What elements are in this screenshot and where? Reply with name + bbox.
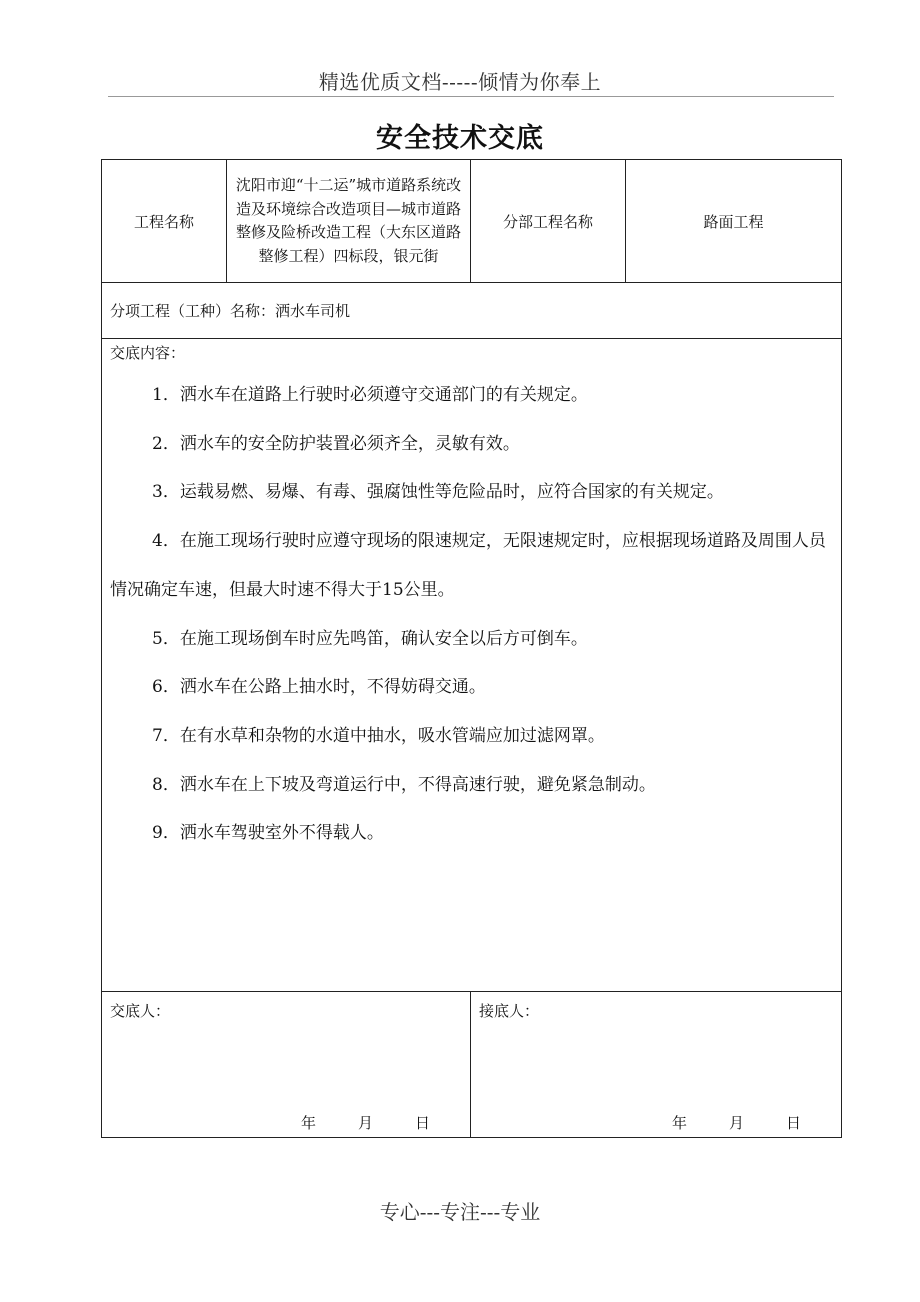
discloser-label: 交底人：: [110, 1002, 171, 1020]
discloser-cell: [102, 992, 471, 1138]
header-divider: [108, 96, 834, 97]
list-item: 1．洒水车在道路上行驶时必须遵守交通部门的有关规定。: [152, 385, 588, 405]
date-day: 日: [785, 1114, 801, 1132]
content-label: 交底内容：: [110, 344, 186, 362]
content-items: [110, 371, 833, 858]
list-item: 4．在施工现场行驶时应遵守现场的限速规定，无限速规定时，应根据现场道路及周围人员情况确定车速，但最大时速不得大于15公里。: [110, 531, 826, 600]
receiver-cell: [471, 992, 842, 1138]
sub-item-row: [102, 283, 842, 339]
project-name-label: 工程名称: [102, 160, 227, 283]
content-row: [102, 339, 842, 992]
list-item: 5．在施工现场倒车时应先鸣笛，确认安全以后方可倒车。: [152, 628, 588, 649]
list-item: 8．洒水车在上下坡及弯道运行中，不得高速行驶，避免紧急制动。: [152, 774, 656, 795]
date-year: 年: [671, 1114, 687, 1132]
document-title: 安全技术交底: [376, 123, 544, 154]
disclosure-form-table: [101, 159, 842, 1138]
list-item: 9．洒水车驾驶室外不得载人。: [152, 823, 384, 844]
date-month: 月: [728, 1114, 744, 1132]
list-item: 7．在有水草和杂物的水道中抽水，吸水管端应加过滤网罩。: [152, 725, 605, 746]
date-year: 年: [300, 1114, 316, 1132]
page-footer: 专心---专注---专业: [379, 1200, 541, 1224]
project-name-value: 沈阳市迎“十二运”城市道路系统改造及环境综合改造项目—城市道路整修及险桥改造工程（大东区道路整修工程）四标段，银元街: [227, 160, 471, 283]
list-item: 6．洒水车在公路上抽水时，不得妨碍交通。: [152, 677, 486, 698]
sub-project-value: 路面工程: [626, 160, 842, 283]
receiver-label: 接底人：: [479, 1002, 540, 1020]
signature-row: [102, 992, 842, 1138]
receiver-date: [672, 1112, 801, 1133]
date-month: 月: [357, 1114, 373, 1132]
sub-project-label: 分部工程名称: [471, 160, 626, 283]
sub-item-name: 分项工程（工种）名称：洒水车司机: [102, 283, 842, 339]
content-cell: [102, 339, 842, 992]
project-row: [102, 160, 842, 283]
list-item: 3．运载易燃、易爆、有毒、强腐蚀性等危险品时，应符合国家的有关规定。: [152, 482, 724, 503]
page-header: 精选优质文档-----倾情为你奉上: [318, 70, 602, 94]
list-item: 2．洒水车的安全防护装置必须齐全，灵敏有效。: [152, 433, 520, 454]
date-day: 日: [414, 1114, 430, 1132]
discloser-date: [301, 1112, 430, 1133]
